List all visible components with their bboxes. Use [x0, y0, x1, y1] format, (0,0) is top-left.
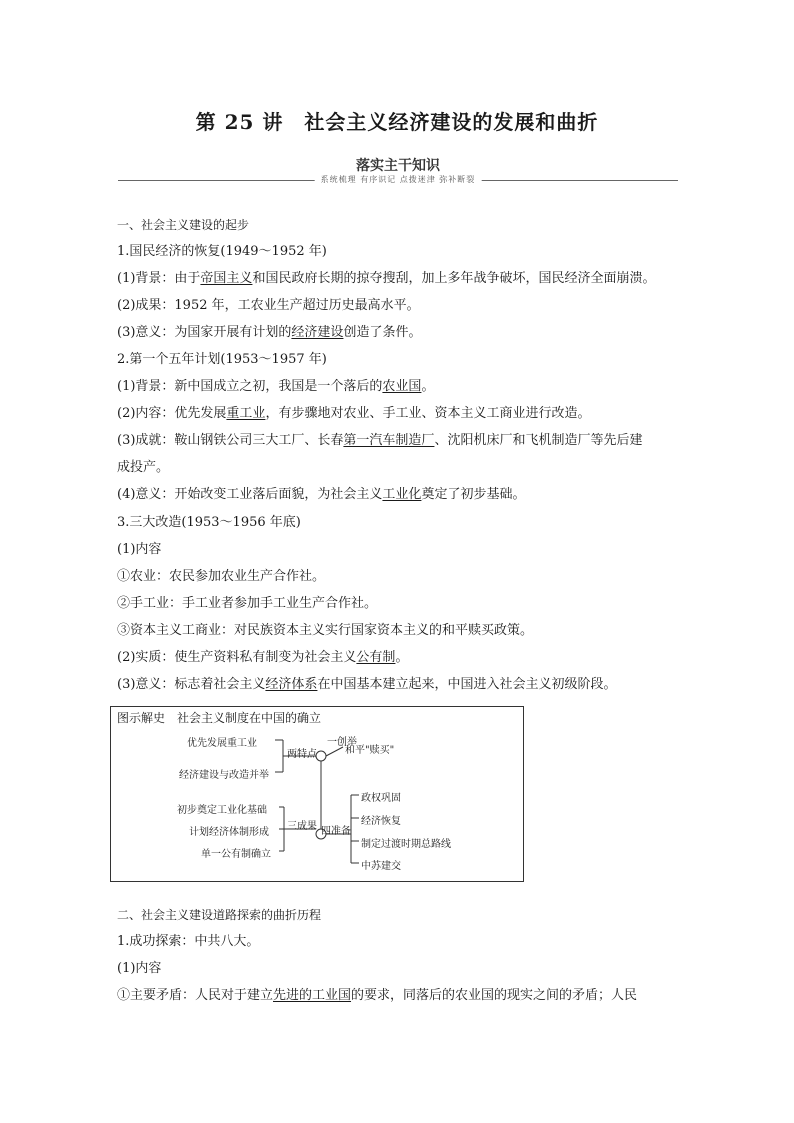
diagram-item-planned-economy: 计划经济体制形成: [189, 827, 269, 838]
diagram-item-peaceful-buyout: 和平"赎买": [345, 745, 395, 756]
s2-p1-title: 1.成功探索：中共八大。: [117, 934, 260, 949]
diagram-item-parallel: 经济建设与改造并举: [179, 770, 269, 781]
p3-capitalism: ③资本主义工商业：对民族资本主义实行国家资本主义的和平赎买政策。: [117, 623, 534, 638]
diagram-item-economy: 经济恢复: [361, 816, 401, 827]
p1-background: (1)背景：由于帝国主义和国民政府长期的掠夺搜刮，加上多年战争破坏，国民经济全面崩溃。: [117, 271, 656, 286]
diagram-item-industrialization: 初步奠定工业化基础: [177, 805, 267, 816]
underlined-term: 重工业: [226, 406, 266, 421]
p2-background: (1)背景：新中国成立之初，我国是一个落后的农业国。: [117, 379, 435, 394]
diagram-item-general-line: 制定过渡时期总路线: [361, 839, 451, 850]
diagram-label-two-features: 两特点: [287, 749, 317, 760]
banner-subtitle: 系统梳理 有序识记 点拨迷津 弥补断裂: [315, 174, 482, 185]
page-title: 第 25 讲 社会主义经济建设的发展和曲折: [195, 110, 599, 134]
s2-p1-contradiction: ①主要矛盾：人民对于建立先进的工业国的要求，同落后的农业国的现实之间的矛盾；人民: [117, 988, 638, 1003]
p3-handicraft: ②手工业：手工业者参加手工业生产合作社。: [117, 596, 378, 611]
section2-heading: 二、社会主义建设道路探索的曲折历程: [117, 908, 322, 922]
p3-content: (1)内容: [117, 542, 162, 557]
p3-agriculture: ①农业：农民参加农业生产合作社。: [117, 569, 326, 584]
p3-meaning: (3)意义：标志着社会主义经济体系在中国基本建立起来，中国进入社会主义初级阶段。: [117, 677, 617, 692]
diagram-heading: 图示解史 社会主义制度在中国的确立: [117, 711, 322, 725]
p1-meaning: (3)意义：为国家开展有计划的经济建设创造了条件。: [117, 325, 422, 340]
p3-essence: (2)实质：使生产资料私有制变为社会主义公有制。: [117, 650, 409, 665]
section1-heading: 一、社会主义建设的起步: [117, 218, 250, 232]
underlined-term: 先进的工业国: [273, 988, 352, 1003]
underlined-term: 工业化: [382, 487, 422, 502]
p1-result: (2)成果：1952 年，工农业生产超过历史最高水平。: [117, 298, 420, 313]
p2-title: 2.第一个五年计划(1953～1957 年): [117, 352, 327, 367]
diagram-label-one-innovation: 一创举: [327, 737, 357, 748]
underlined-term: 帝国主义: [200, 271, 253, 286]
p2-content: (2)内容：优先发展重工业，有步骤地对农业、手工业、资本主义工商业进行改造。: [117, 406, 591, 421]
p2-achievement: (3)成就：鞍山钢铁公司三大工厂、长春第一汽车制造厂、沈阳机床厂和飞机制造厂等先后建: [117, 433, 643, 448]
p1-title: 1.国民经济的恢复(1949～1952 年): [117, 244, 327, 259]
diagram-label-three-results: 三成果: [287, 821, 317, 832]
diagram-label-four-prep: 四准备: [321, 826, 351, 837]
p2-achievement-cont: 成投产。: [117, 460, 170, 475]
diagram-item-heavy-industry: 优先发展重工业: [187, 738, 257, 749]
underlined-term: 经济体系: [265, 677, 318, 692]
banner-title: 落实主干知识: [356, 158, 440, 174]
diagram-item-regime: 政权巩固: [361, 793, 401, 804]
diagram-item-sino-soviet: 中苏建交: [361, 861, 401, 872]
p3-title: 3.三大改造(1953～1956 年底): [117, 515, 301, 530]
p2-meaning: (4)意义：开始改变工业落后面貌，为社会主义工业化奠定了初步基础。: [117, 487, 526, 502]
underlined-term: 公有制: [356, 650, 396, 665]
underlined-term: 经济建设: [291, 325, 344, 340]
underlined-term: 第一汽车制造厂: [343, 433, 435, 448]
diagram-item-public-ownership: 单一公有制确立: [201, 849, 271, 860]
section-banner: [118, 155, 678, 189]
underlined-term: 农业国: [382, 379, 422, 394]
diagram-connectors: [111, 707, 523, 881]
system-establishment-diagram: [110, 706, 524, 882]
s2-p1-content: (1)内容: [117, 961, 162, 976]
